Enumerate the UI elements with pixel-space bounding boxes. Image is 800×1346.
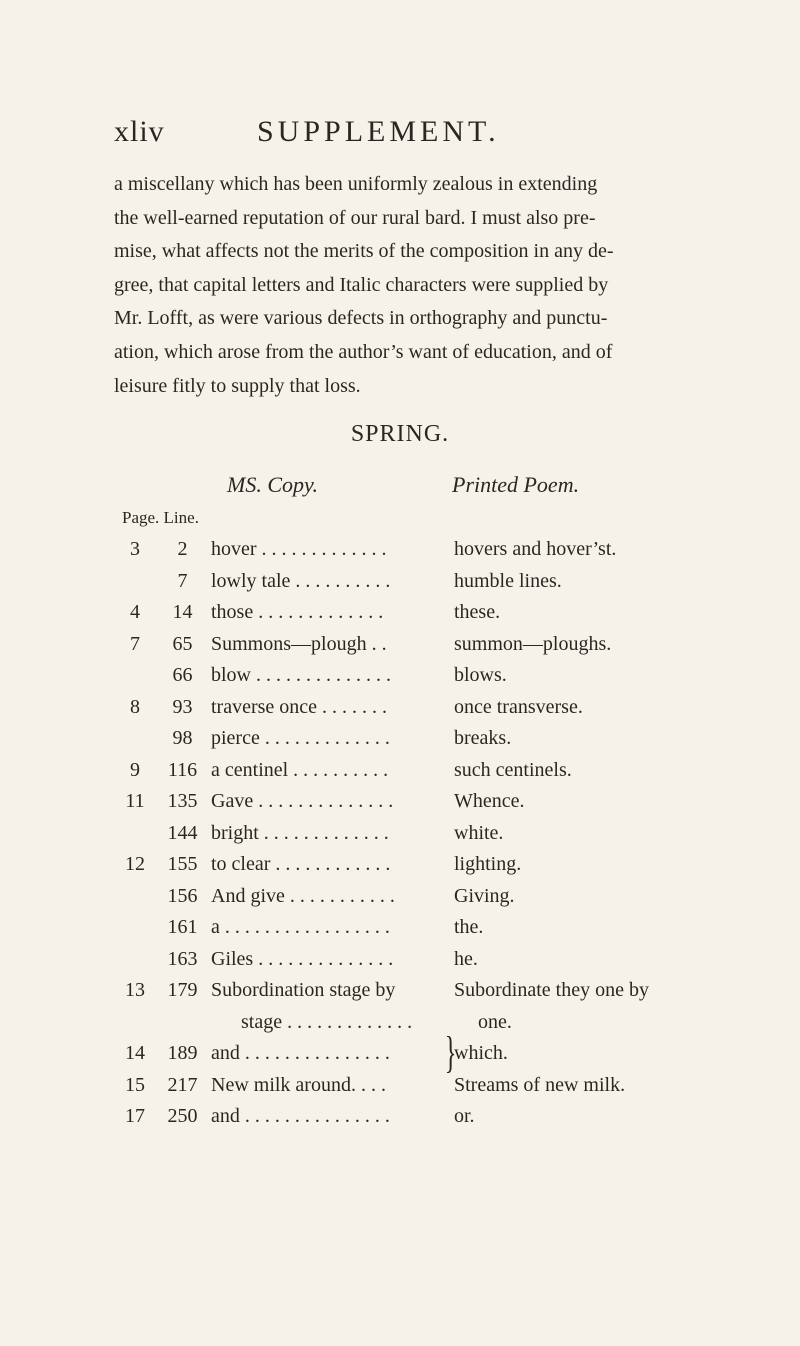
table-row xyxy=(0,570,800,600)
table-row xyxy=(0,1011,800,1041)
running-title: SUPPLEMENT. xyxy=(257,115,500,148)
page-header xyxy=(114,115,714,155)
line-number-cell: 93 xyxy=(172,696,193,718)
table-row xyxy=(0,1042,800,1072)
intro-line: ation, which arose from the author’s want of education, and of xyxy=(114,340,613,363)
ms-reading-cell: Gave . . . . . . . . . . . . . . xyxy=(211,790,394,812)
table-row xyxy=(0,633,800,663)
ms-reading-cell: traverse once . . . . . . . xyxy=(211,696,388,718)
page-number-cell: 4 xyxy=(130,601,140,623)
printed-reading-cell: Whence. xyxy=(454,790,525,812)
line-number-cell: 7 xyxy=(177,570,188,592)
table-row xyxy=(0,696,800,726)
printed-reading-cell: the. xyxy=(454,916,484,938)
page-number-cell: 17 xyxy=(125,1105,145,1127)
line-number-cell: 250 xyxy=(167,1105,198,1127)
printed-reading-cell: such centinels. xyxy=(454,759,572,781)
page-number-cell: 15 xyxy=(125,1074,145,1096)
ms-reading-cell: blow . . . . . . . . . . . . . . xyxy=(211,664,391,686)
page-line-label: Page. Line. xyxy=(122,508,199,527)
printed-reading-cell: one. xyxy=(478,1011,512,1033)
printed-reading-cell: Giving. xyxy=(454,885,515,907)
line-number-cell: 2 xyxy=(177,538,188,560)
ms-reading-cell: and . . . . . . . . . . . . . . . xyxy=(211,1105,390,1127)
intro-line: leisure fitly to supply that loss. xyxy=(114,374,361,397)
line-number-cell: 144 xyxy=(167,822,198,844)
ms-reading-cell: pierce . . . . . . . . . . . . . xyxy=(211,727,390,749)
printed-reading-cell: Streams of new milk. xyxy=(454,1074,626,1096)
line-number-cell: 66 xyxy=(172,664,193,686)
table-row xyxy=(0,916,800,946)
printed-poem-heading: Printed Poem. xyxy=(452,472,580,497)
ms-reading-cell: those . . . . . . . . . . . . . xyxy=(211,601,384,623)
table-row xyxy=(0,853,800,883)
ms-reading-cell: and . . . . . . . . . . . . . . . xyxy=(211,1042,390,1064)
intro-line: a miscellany which has been uniformly zealous in extending xyxy=(114,173,598,195)
printed-reading-cell: once transverse. xyxy=(454,696,583,718)
ms-reading-cell: a centinel . . . . . . . . . . xyxy=(211,759,389,781)
ms-reading-cell: a . . . . . . . . . . . . . . . . . xyxy=(211,916,390,938)
line-number-cell: 161 xyxy=(167,916,198,938)
ms-reading-cell: Giles . . . . . . . . . . . . . . xyxy=(211,948,394,970)
line-number-cell: 156 xyxy=(167,885,198,907)
intro-line: the well-earned reputation of our rural bard. I must also pre- xyxy=(114,206,596,229)
line-number-cell: 163 xyxy=(167,948,198,970)
line-number-cell: 98 xyxy=(172,727,193,749)
table-row xyxy=(0,1105,800,1135)
table-row xyxy=(0,948,800,978)
ms-reading-cell: bright . . . . . . . . . . . . . xyxy=(211,822,389,844)
line-number-cell: 135 xyxy=(167,790,198,812)
printed-reading-cell: humble lines. xyxy=(454,570,562,592)
table-row xyxy=(0,664,800,694)
ms-reading-cell: to clear . . . . . . . . . . . . xyxy=(211,853,391,875)
printed-reading-cell: or. xyxy=(454,1105,475,1127)
printed-reading-cell: which. xyxy=(454,1042,508,1064)
page-number-cell: 13 xyxy=(125,979,145,1001)
line-number-cell: 179 xyxy=(167,979,198,1001)
table-row xyxy=(0,601,800,631)
page-number-cell: 11 xyxy=(125,790,145,812)
brace-glyph: } xyxy=(444,1028,457,1077)
table-row xyxy=(0,538,800,568)
table-row xyxy=(0,759,800,789)
printed-reading-cell: breaks. xyxy=(454,727,512,749)
line-number-cell: 155 xyxy=(167,853,198,875)
page-number-cell: 3 xyxy=(130,538,140,560)
section-title: SPRING. xyxy=(350,421,450,447)
printed-reading-cell: lighting. xyxy=(454,853,522,875)
ms-reading-cell: hover . . . . . . . . . . . . . xyxy=(211,538,387,560)
printed-reading-cell: Subordinate they one by xyxy=(454,979,649,1001)
line-number-cell: 217 xyxy=(167,1074,198,1096)
intro-paragraph xyxy=(114,168,685,403)
page-number: xliv xyxy=(114,115,165,148)
printed-reading-cell: white. xyxy=(454,822,504,844)
printed-reading-cell: summon—ploughs. xyxy=(454,633,612,655)
ms-reading-cell: And give . . . . . . . . . . . xyxy=(211,885,395,907)
ms-copy-heading: MS. Copy. xyxy=(227,472,319,497)
ms-reading-cell: Subordination stage by xyxy=(211,979,396,1001)
table-row xyxy=(0,727,800,757)
printed-reading-cell: hovers and hover’st. xyxy=(454,538,617,560)
ms-reading-cell: stage . . . . . . . . . . . . . xyxy=(241,1011,413,1033)
table-row xyxy=(0,790,800,820)
table-row xyxy=(0,885,800,915)
table-row xyxy=(0,822,800,852)
line-number-cell: 14 xyxy=(172,601,193,623)
line-number-cell: 189 xyxy=(167,1042,198,1064)
page-number-cell: 8 xyxy=(130,696,140,718)
ms-reading-cell: Summons—plough . . xyxy=(211,633,387,655)
line-number-cell: 116 xyxy=(167,759,198,781)
page-number-cell: 12 xyxy=(125,853,145,875)
table-row xyxy=(0,979,800,1009)
ms-reading-cell: New milk around. . . . xyxy=(211,1074,386,1096)
printed-reading-cell: these. xyxy=(454,601,501,623)
table-row xyxy=(0,1074,800,1104)
intro-line: Mr. Lofft, as were various defects in orthography and punctu- xyxy=(114,307,608,330)
page-number-cell: 7 xyxy=(130,633,140,655)
intro-line: gree, that capital letters and Italic characters were supplied by xyxy=(114,273,609,296)
printed-reading-cell: he. xyxy=(454,948,478,970)
page-number-cell: 14 xyxy=(125,1042,145,1064)
ms-reading-cell: lowly tale . . . . . . . . . . xyxy=(211,570,391,592)
page-number-cell: 9 xyxy=(130,759,140,781)
line-number-cell: 65 xyxy=(172,633,193,655)
printed-reading-cell: blows. xyxy=(454,664,507,686)
intro-line: mise, what affects not the merits of the composition in any de- xyxy=(114,240,614,263)
